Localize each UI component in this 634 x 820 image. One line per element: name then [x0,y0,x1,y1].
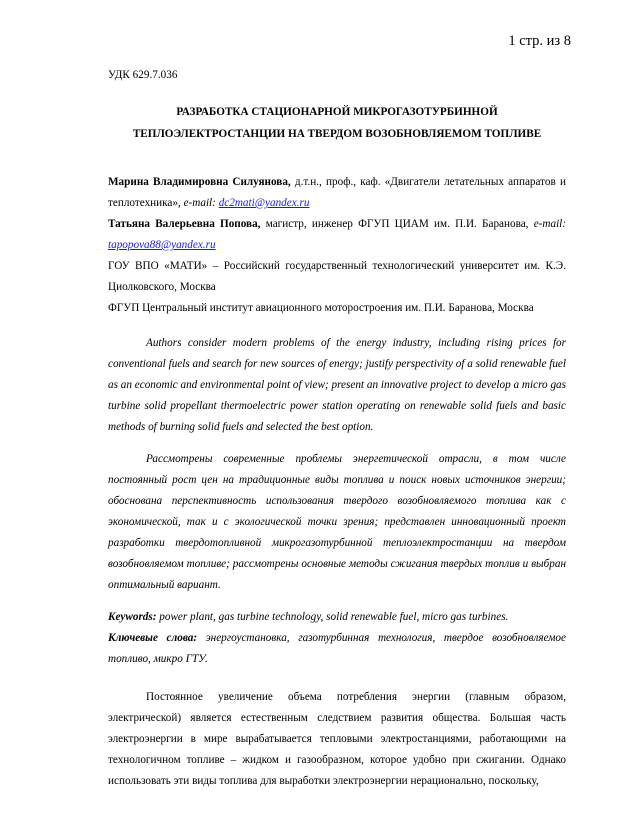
author-1-email-link[interactable]: dc2mati@yandex.ru [218,197,310,209]
paper-title [108,101,566,145]
body-paragraph: Постоянное увеличение объема потребления энергии (главным образом, электрической) является естественным следствием развития общества. Большая часть электроэнергии в мире вырабатывается тепловыми электростанциями, работающими на технологичном топливе – жидком и газообразном, которое удобно при сжигании. Однако использовать эти виды топлива для выработки электроэнергии нерационально, поскольку, [108,691,566,788]
affiliation-2: ФГУП Центральный институт авиационного моторостроения им. П.И. Баранова, Москва [108,302,534,314]
keywords-english [108,607,566,628]
keywords-en-text: power plant, gas turbine technology, solid renewable fuel, micro gas turbines. [156,611,509,624]
author-1 [108,172,566,214]
author-2-email-label: e-mail: [533,218,567,230]
title-line-2: ТЕПЛОЭЛЕКТРОСТАНЦИИ НА ТВЕРДОМ ВОЗОБНОВЛЯЕМОМ ТОПЛИВЕ [132,128,542,140]
abstract-english: Authors consider modern problems of the energy industry, including rising prices for conventional fuels and search for new sources of energy; justify perspectivity of a solid renewable fuel as an economic and environmental point of view; present an innovative project to develop a micro gas turbine solid propellant thermoelectric power station operating on renewable solid fuels and basic methods of burning solid fuels and selected the best option. [108,337,566,433]
author-2-info: магистр, инженер ФГУП ЦИАМ им. П.И. Баранова, [260,218,534,230]
abstract-russian: Рассмотрены современные проблемы энергетической отрасли, в том числе постоянный рост цен на традиционные виды топлива и поиск новых источников энергии; обоснована перспективность использования твердого возобновляемого топлива как с экономической, так и с экологической точки зрения; представлен инновационный проект разработки твердотопливной микрогазотурбинной теплоэлектростанции на твердом возобновляемом топливе; рассмотрены основные методы сжигания твердых топлив и выбран оптимальный вариант. [108,453,566,592]
author-2-email-link[interactable]: tapopova88@yandex.ru [108,239,216,251]
udk-code: УДК 629.7.036 [108,69,178,81]
author-1-info: д.т.н., проф., каф. «Двигатели летательных аппаратов и теплотехника», [108,176,566,209]
keywords-russian [108,628,566,670]
paper-content [108,66,566,792]
author-2 [108,214,566,256]
title-line-1: РАЗРАБОТКА СТАЦИОНАРНОЙ МИКРОГАЗОТУРБИННОЙ [176,106,498,118]
keywords-en-label: Keywords: [108,611,157,624]
author-1-email-label: e-mail: [183,197,216,209]
page-counter: 1 стр. из 8 [508,33,571,49]
author-2-name: Татьяна Валерьевна Попова, [108,218,261,230]
keywords-ru-label: Ключевые слова: [108,632,198,645]
affiliation-1: ГОУ ВПО «МАТИ» – Российский государственный технологический университет им. К.Э. Циолковского, Москва [108,260,566,293]
keywords-ru-text: энергоустановка, газотурбинная технология, твердое возобновляемое топливо, микро ГТУ. [108,632,566,666]
author-1-name: Марина Владимировна Силуянова, [108,176,291,188]
